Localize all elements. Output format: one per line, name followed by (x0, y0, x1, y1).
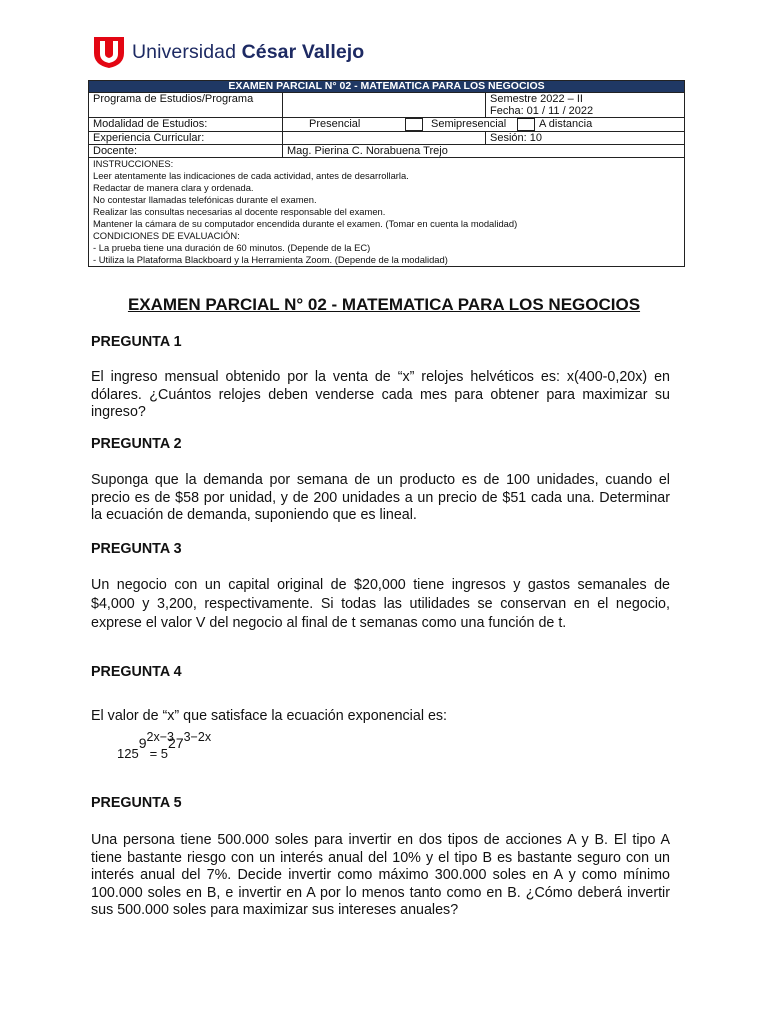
eq-right-exp: 3−2x (183, 730, 212, 744)
exponential-equation (117, 730, 212, 761)
logo-text: Universidad César Vallejo (132, 40, 365, 63)
presencial-checkbox[interactable] (405, 118, 423, 131)
question-5-label: PREGUNTA 5 (91, 795, 182, 811)
eq-left-mid: 9 (138, 735, 147, 751)
instruction-line: INSTRUCCIONES: (93, 158, 174, 169)
question-4-label: PREGUNTA 4 (91, 664, 182, 680)
university-logo (92, 34, 364, 70)
docente-label: Docente: (89, 145, 283, 158)
sesion: Sesión: 10 (486, 132, 685, 145)
presencial-label: Presencial (309, 118, 361, 130)
instruction-line: Mantener la cámara de su computador encendida durante el examen. (Tomar en cuenta la modalidad) (93, 218, 518, 229)
question-1-label: PREGUNTA 1 (91, 334, 182, 350)
programa-value (283, 93, 486, 118)
semipresencial-label: Semipresencial (431, 118, 507, 130)
experiencia-value (283, 132, 486, 145)
exam-title: EXAMEN PARCIAL N° 02 - MATEMATICA PARA LOS NEGOCIOS (127, 295, 641, 314)
eq-equals: = (145, 746, 161, 761)
eq-left-exp: 2x−3 (146, 730, 174, 744)
table-title: EXAMEN PARCIAL N° 02 - MATEMATICA PARA LOS NEGOCIOS (89, 81, 685, 93)
semipresencial-checkbox[interactable] (517, 118, 535, 131)
docente-value: Mag. Pierina C. Norabuena Trejo (283, 145, 685, 158)
eq-right-base: 5 (160, 746, 169, 761)
experiencia-label: Experiencia Curricular: (89, 132, 283, 145)
question-5-text: Una persona tiene 500.000 soles para invertir en dos tipos de acciones A y B. El tipo A tiene bastante riesgo con un interés anual del 10% y el tipo B es bastante seguro con un interés anual del 7%. Decide invertir como máximo 300.000 soles en A y como mínimo 100.000 soles en B, e invertir en A por lo menos tanto como en B. ¿Cómo deberá invertir sus 500.000 soles para maximizar sus intereses anuales? (91, 832, 670, 918)
instruction-line: Redactar de manera clara y ordenada. (93, 182, 254, 193)
fecha: Fecha: 01 / 11 / 2022 (490, 105, 594, 117)
instruction-line: CONDICIONES DE EVALUACIÓN: (93, 230, 240, 241)
question-4-text: El valor de “x” que satisface la ecuación exponencial es: (91, 708, 448, 724)
distancia-label: A distancia (539, 118, 593, 130)
question-1-text: El ingreso mensual obtenido por la venta de “x” relojes helvéticos es: x(400-0,20x) en dólares. ¿Cuántos relojes deben venderse cada mes para obtener para maximizar su ingreso? (91, 369, 670, 420)
modalidad-options (283, 118, 685, 132)
question-2-text: Suponga que la demanda por semana de un producto es de 100 unidades, cuando el precio es de $58 por unidad, y de 200 unidades a un precio de $51 cada una. Determinar la ecuación de demanda, suponiendo que es lineal. (91, 472, 670, 523)
instruction-line: - Utiliza la Plataforma Blackboard y la Herramienta Zoom. (Depende de la modalidad) (93, 254, 448, 265)
instruction-line: - La prueba tiene una duración de 60 minutos. (Depende de la EC) (93, 242, 371, 253)
semestre-fecha (486, 93, 685, 118)
question-3-text: Un negocio con un capital original de $20,000 tiene ingresos y gastos semanales de $4,000 y 3,200, respectivamente. Si todas las utilidades se conservan en el negocio, exprese el valor V del negocio al final de t semanas como una función de t. (91, 577, 670, 631)
eq-right-mid: 27 (168, 735, 184, 751)
modalidad-label: Modalidad de Estudios: (89, 118, 283, 132)
ucv-shield-icon (92, 35, 126, 69)
programa-label: Programa de Estudios/Programa (89, 93, 283, 118)
instructions-block (89, 158, 685, 267)
instruction-line: Realizar las consultas necesarias al docente responsable del examen. (93, 206, 386, 217)
question-3-label: PREGUNTA 3 (91, 541, 182, 557)
question-2-label: PREGUNTA 2 (91, 436, 182, 452)
instruction-line: No contestar llamadas telefónicas durante el examen. (93, 194, 317, 205)
instruction-line: Leer atentamente las indicaciones de cada actividad, antes de desarrollarla. (93, 170, 409, 181)
semestre: Semestre 2022 – II (490, 93, 583, 105)
exam-header-table (88, 80, 685, 267)
eq-left-base: 125 (117, 746, 139, 761)
